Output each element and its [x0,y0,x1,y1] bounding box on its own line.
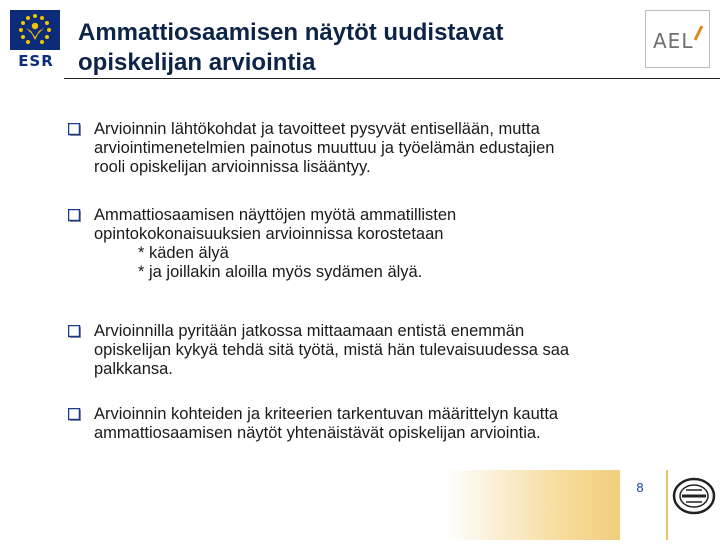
page-number: 8 [636,480,644,495]
bullet-text [94,322,686,379]
title-divider [64,78,720,79]
bullet-line: palkkansa. [94,360,173,378]
eu-flag-icon [10,10,60,50]
slide-title-line-2: opiskelijan arviointia [78,49,316,76]
checkbox-bullet-icon [68,123,82,137]
bullet-text [94,405,686,443]
bullet-line: arviointimenetelmien painotus muuttuu ja työelämän edustajien [94,139,555,157]
emblem-icon [668,470,720,540]
bullet-line: opiskelijan kykyä tehdä sitä työtä, mistä hän tulevaisuudessa saa [94,341,570,359]
bullet-line: Arvioinnilla pyritään jatkossa mittaamaan entistä enemmän [94,322,525,340]
bullet-line: ammattiosaamisen näytöt yhtenäistävät opiskelijan arviointia. [94,424,541,442]
bullet-text [94,120,686,177]
bullet-subline: * ja joillakin aloilla myös sydämen älyä. [138,263,423,281]
ael-logo [645,10,710,68]
bullet-line: Arvioinnin lähtökohdat ja tavoitteet pysyvät entisellään, mutta [94,120,540,138]
bullet-line: rooli opiskelijan arvioinnissa lisääntyy. [94,158,371,176]
ael-logo-text: AEL [653,29,694,53]
checkbox-bullet-icon [68,325,82,339]
bullet-line: Arvioinnin kohteiden ja kriteerien tarkentuvan määrittelyn kautta [94,405,559,423]
footer-band [0,470,720,540]
checkbox-bullet-icon [68,209,82,223]
ael-mark-icon [693,24,705,42]
slide-title-line-1: Ammattiosaamisen näytöt uudistavat [78,19,504,46]
page-number-box [620,470,666,540]
bullet-text [94,206,686,282]
esr-logo [6,10,64,72]
checkbox-bullet-icon [68,408,82,422]
bullet-subline: * käden älyä [138,244,229,262]
bullet-line: opintokokonaisuuksien arvioinnissa korostetaan [94,225,444,243]
esr-logo-text: ESR [18,52,54,70]
bullet-line: Ammattiosaamisen näyttöjen myötä ammatillisten [94,206,457,224]
slide-title [78,18,618,78]
